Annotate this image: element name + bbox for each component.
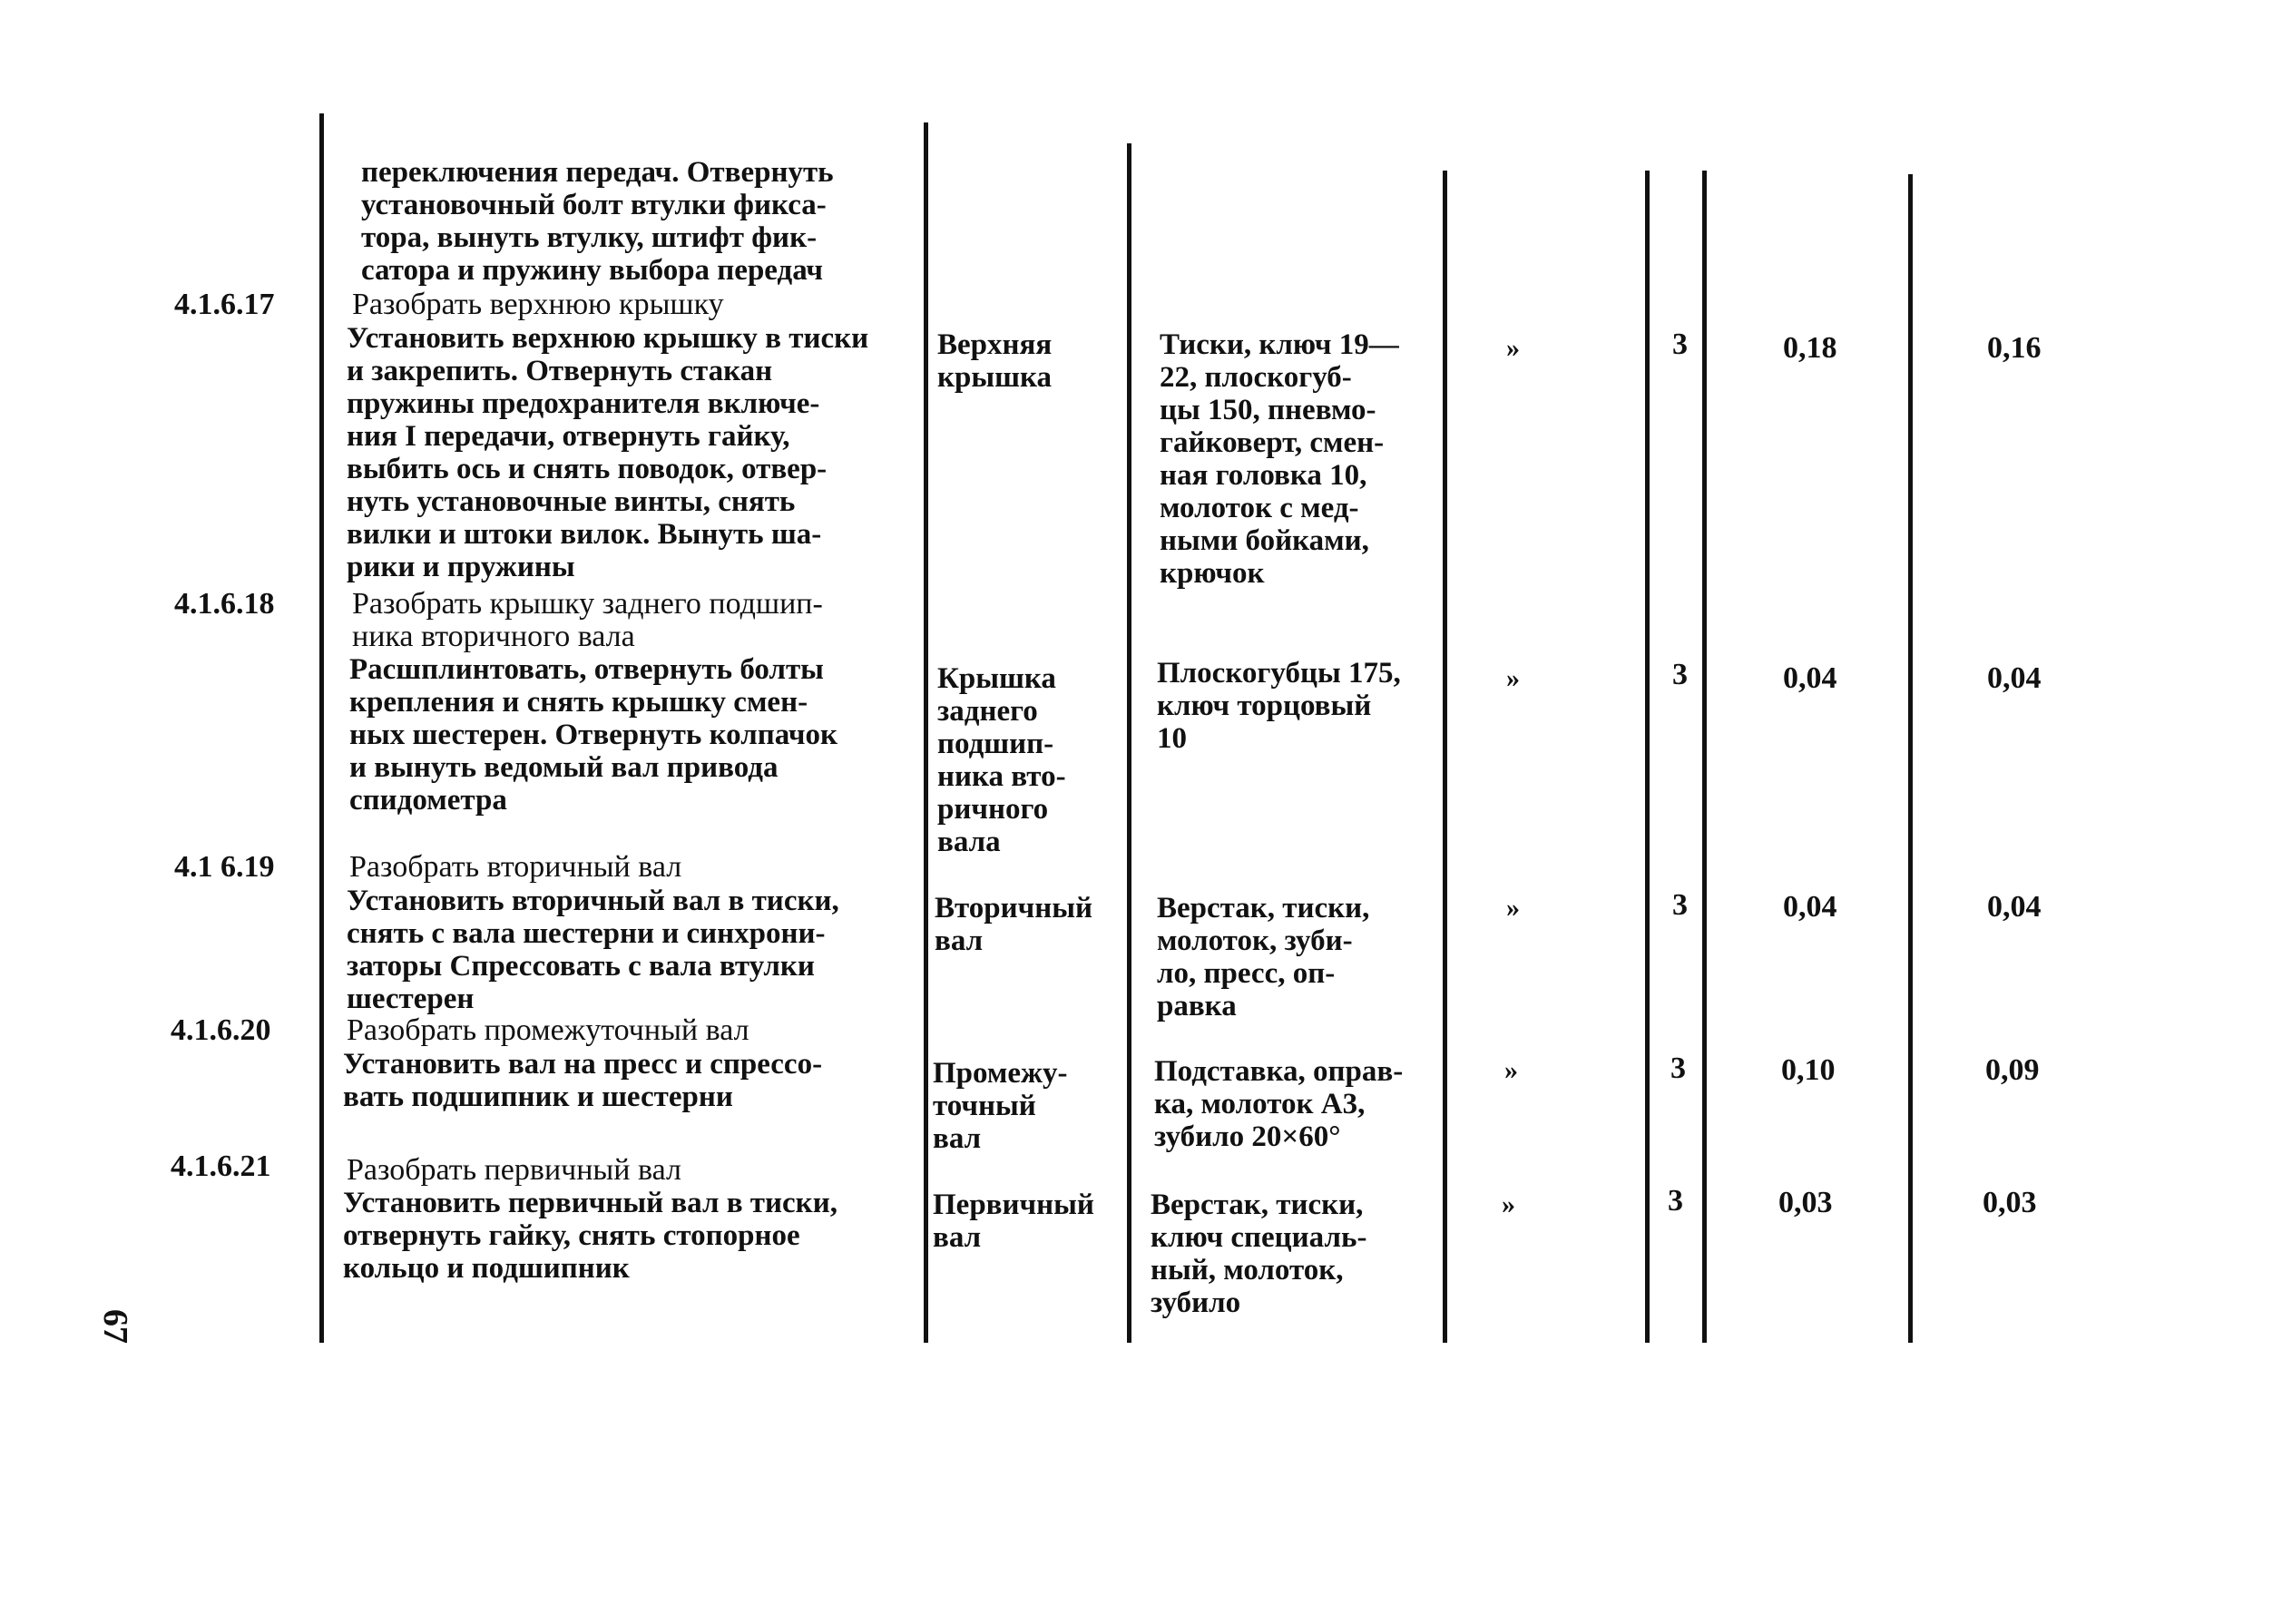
column-rule-1 xyxy=(319,113,324,1343)
column-rule-4 xyxy=(1443,171,1447,1343)
operation-description: Установить первичный вал в тиски, отвернуть гайку, снять стопорное кольцо и подшипник xyxy=(343,1187,837,1285)
column-rule-6 xyxy=(1702,171,1707,1343)
operation-code: 4.1.6.20 xyxy=(171,1013,271,1047)
norm-time-2: 0,03 xyxy=(1983,1186,2037,1219)
column-rule-7 xyxy=(1908,174,1913,1343)
norm-time-2: 0,04 xyxy=(1987,890,2042,924)
continuation-description: переключения передач. Отвернуть установочный болт втулки фикса- тора, вынуть втулку, штифт фик- сатора и пружину выбора передач xyxy=(361,156,834,287)
page-number: 67 xyxy=(96,1309,134,1344)
part-name: Крышка заднего подшип- ника вто- ричного вала xyxy=(937,662,1066,858)
operation-description: Установить вал на пресс и спрессо- вать подшипник и шестерни xyxy=(343,1048,823,1113)
part-name: Первичный вал xyxy=(933,1189,1094,1254)
norm-time-2: 0,09 xyxy=(1985,1053,2040,1087)
column-rule-5 xyxy=(1645,171,1650,1343)
norm-time-2: 0,04 xyxy=(1987,661,2042,695)
part-name: Промежу- точный вал xyxy=(933,1057,1068,1155)
grade-value: 3 xyxy=(1670,1052,1686,1085)
operation-heading: Разобрать крышку заднего подшип- ника вторичного вала xyxy=(352,587,823,653)
norm-time-1: 0,03 xyxy=(1778,1186,1833,1219)
ditto-mark: » xyxy=(1504,1055,1518,1085)
norm-time-2: 0,16 xyxy=(1987,331,2042,365)
operation-heading: Разобрать вторичный вал xyxy=(349,850,682,884)
norm-time-1: 0,18 xyxy=(1783,331,1837,365)
tools-list: Подставка, оправ- ка, молоток А3, зубило 20×60° xyxy=(1154,1055,1404,1153)
norm-time-1: 0,04 xyxy=(1783,661,1837,695)
operation-code: 4.1.6.21 xyxy=(171,1150,271,1183)
ditto-mark: » xyxy=(1506,663,1520,693)
grade-value: 3 xyxy=(1672,658,1688,691)
column-rule-3 xyxy=(1127,143,1131,1343)
norm-time-1: 0,04 xyxy=(1783,890,1837,924)
operation-code: 4.1.6.17 xyxy=(174,288,275,321)
operation-heading: Разобрать первичный вал xyxy=(347,1153,681,1187)
ditto-mark: » xyxy=(1506,893,1520,923)
tools-list: Плоскогубцы 175, ключ торцовый 10 xyxy=(1157,657,1401,755)
operation-description: Расшплинтовать, отвернуть болты крепления и снять крышку смен- ных шестерен. Отвернуть колпачок и вынуть ведомый вал привода спидометра xyxy=(349,653,838,817)
grade-value: 3 xyxy=(1672,328,1688,361)
operation-description: Установить вторичный вал в тиски, снять с вала шестерни и синхрони- заторы Спрессовать с вала втулки шестерен xyxy=(347,885,839,1015)
part-name: Вторичный вал xyxy=(935,892,1093,957)
ditto-mark: » xyxy=(1506,333,1520,363)
tools-list: Верстак, тиски, молоток, зуби- ло, пресс, оп- равка xyxy=(1157,892,1370,1022)
ditto-mark: » xyxy=(1502,1189,1515,1219)
operation-code: 4.1 6.19 xyxy=(174,850,275,884)
tools-list: Верстак, тиски, ключ специаль- ный, молоток, зубило xyxy=(1151,1189,1367,1319)
norm-time-1: 0,10 xyxy=(1781,1053,1836,1087)
operation-heading: Разобрать верхнюю крышку xyxy=(352,288,724,321)
operation-heading: Разобрать промежуточный вал xyxy=(347,1013,749,1047)
tools-list: Тиски, ключ 19— 22, плоскогуб- цы 150, пневмо- гайковерт, смен- ная головка 10, молоток с мед- ными бойками, крючок xyxy=(1160,328,1399,590)
grade-value: 3 xyxy=(1672,888,1688,922)
part-name: Верхняя крышка xyxy=(937,328,1053,394)
grade-value: 3 xyxy=(1668,1184,1683,1218)
operation-description: Установить верхнюю крышку в тиски и закрепить. Отвернуть стакан пружины предохранителя включе- ния I передачи, отвернуть гайку, выбить ось и снять поводок, отвер- нуть установочные винты, снять вилки и штоки вилок. Вынуть ша- рики и пружины xyxy=(347,322,869,583)
operation-code: 4.1.6.18 xyxy=(174,587,275,621)
